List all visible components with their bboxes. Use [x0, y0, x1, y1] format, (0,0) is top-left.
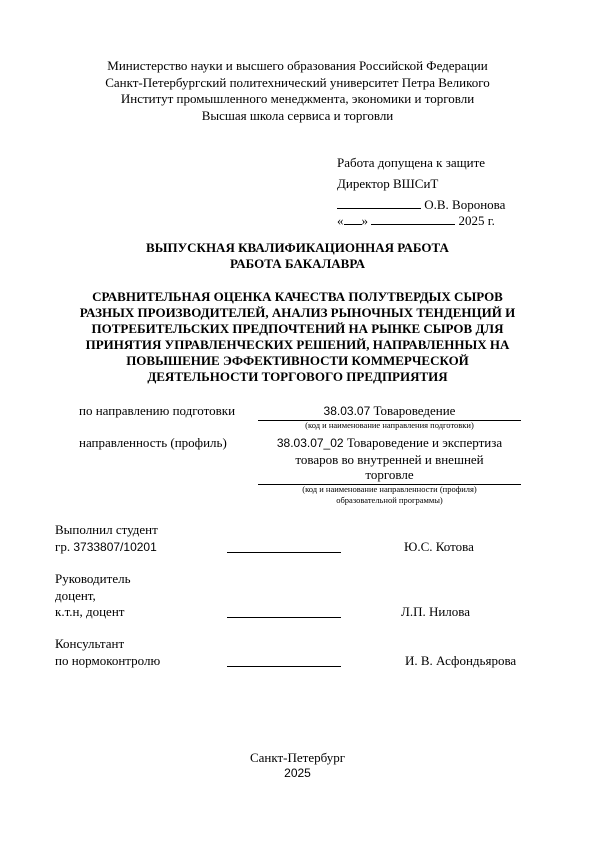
profile-value — [258, 435, 521, 485]
consultant-role: по нормоконтролю — [55, 652, 161, 668]
school-line: Высшая школа сервиса и торговли — [201, 107, 394, 123]
profile-name-line-1: Товароведение и экспертиза — [343, 435, 503, 450]
profile-hint-line-2: образовательной программы) — [336, 495, 443, 505]
profile-name-line-3: торговле — [365, 467, 414, 482]
consultant-signature-line — [227, 666, 341, 667]
student-name: Ю.С. Котова — [404, 538, 474, 554]
supervisor-name: Л.П. Нилова — [401, 603, 471, 619]
institute-line: Институт промышленного менеджмента, экономики и торговли — [120, 91, 475, 106]
approval-year: 2025 г. — [458, 213, 495, 228]
profile-value-line-1 — [258, 435, 521, 452]
consultant-label: Консультант — [55, 636, 125, 651]
approval-line-1: Работа допущена к защите — [337, 155, 486, 170]
supervisor-degree: к.т.н, доцент — [55, 603, 125, 619]
thesis-title-line-3: ПОТРЕБИТЕЛЬСКИХ ПРЕДПОЧТЕНИЙ НА РЫНКЕ СЫРОВ ДЛЯ — [91, 321, 504, 336]
supervisor-position: доцент, — [55, 587, 96, 603]
director-signature-line — [337, 197, 421, 209]
student-label: Выполнил студент — [55, 522, 158, 537]
thesis-title-line-6: ДЕЯТЕЛЬНОСТИ ТОРГОВОГО ПРЕДПРИЯТИЯ — [147, 369, 448, 384]
consultant-name: И. В. Асфондьярова — [405, 652, 517, 668]
supervisor-label: Руководитель — [55, 571, 131, 586]
date-close-quote: » — [361, 213, 368, 228]
student-group-number: 3733807/10201 — [73, 539, 157, 554]
date-month-blank — [371, 213, 455, 225]
date-open-quote: « — [337, 213, 344, 228]
thesis-title-line-2: РАЗНЫХ ПРОИЗВОДИТЕЛЕЙ, АНАЛИЗ РЫНОЧНЫХ ТЕНДЕНЦИЙ И — [79, 305, 516, 320]
direction-value — [258, 403, 521, 421]
thesis-title-line-5: ПОВЫШЕНИЕ ЭФФЕКТИВНОСТИ КОММЕРЧЕСКОЙ — [126, 353, 469, 368]
direction-name: Товароведение — [370, 403, 456, 418]
director-name: О.В. Воронова — [424, 197, 506, 212]
direction-code: 38.03.07 — [323, 404, 371, 418]
student-signature-line — [227, 552, 341, 553]
thesis-title-line-4: ПРИНЯТИЯ УПРАВЛЕНЧЕСКИХ РЕШЕНИЙ, НАПРАВЛЕННЫХ НА — [85, 337, 510, 352]
student-group-prefix: гр. — [55, 538, 74, 554]
work-type-line-2: РАБОТА БАКАЛАВРА — [230, 256, 365, 271]
university-line: Санкт-Петербургский политехнический университет Петра Великого — [105, 74, 490, 90]
approval-date-line — [337, 210, 495, 231]
profile-code: 38.03.07_02 — [276, 436, 344, 450]
ministry-line: Министерство науки и высшего образования Российской Федерации — [107, 58, 488, 73]
footer-city: Санкт-Петербург — [249, 750, 346, 765]
profile-label: направленность (профиль) — [79, 435, 227, 450]
profile-hint-line-1: (код и наименование направленности (профиля) — [302, 484, 477, 494]
direction-label: по направлению подготовки — [79, 403, 236, 418]
direction-hint: (код и наименование направления подготовки) — [305, 420, 474, 430]
student-group — [55, 539, 157, 555]
footer-year: 2025 — [284, 766, 311, 780]
thesis-title-line-1: СРАВНИТЕЛЬНАЯ ОЦЕНКА КАЧЕСТВА ПОЛУТВЕРДЫХ СЫРОВ — [92, 289, 503, 304]
supervisor-signature-line — [227, 617, 341, 618]
profile-name-line-2: товаров во внутренней и внешней — [295, 451, 484, 467]
approval-line-2: Директор ВШСиТ — [337, 176, 439, 191]
work-type-line-1: ВЫПУСКНАЯ КВАЛИФИКАЦИОННАЯ РАБОТА — [146, 240, 449, 255]
date-day-blank — [344, 213, 362, 225]
